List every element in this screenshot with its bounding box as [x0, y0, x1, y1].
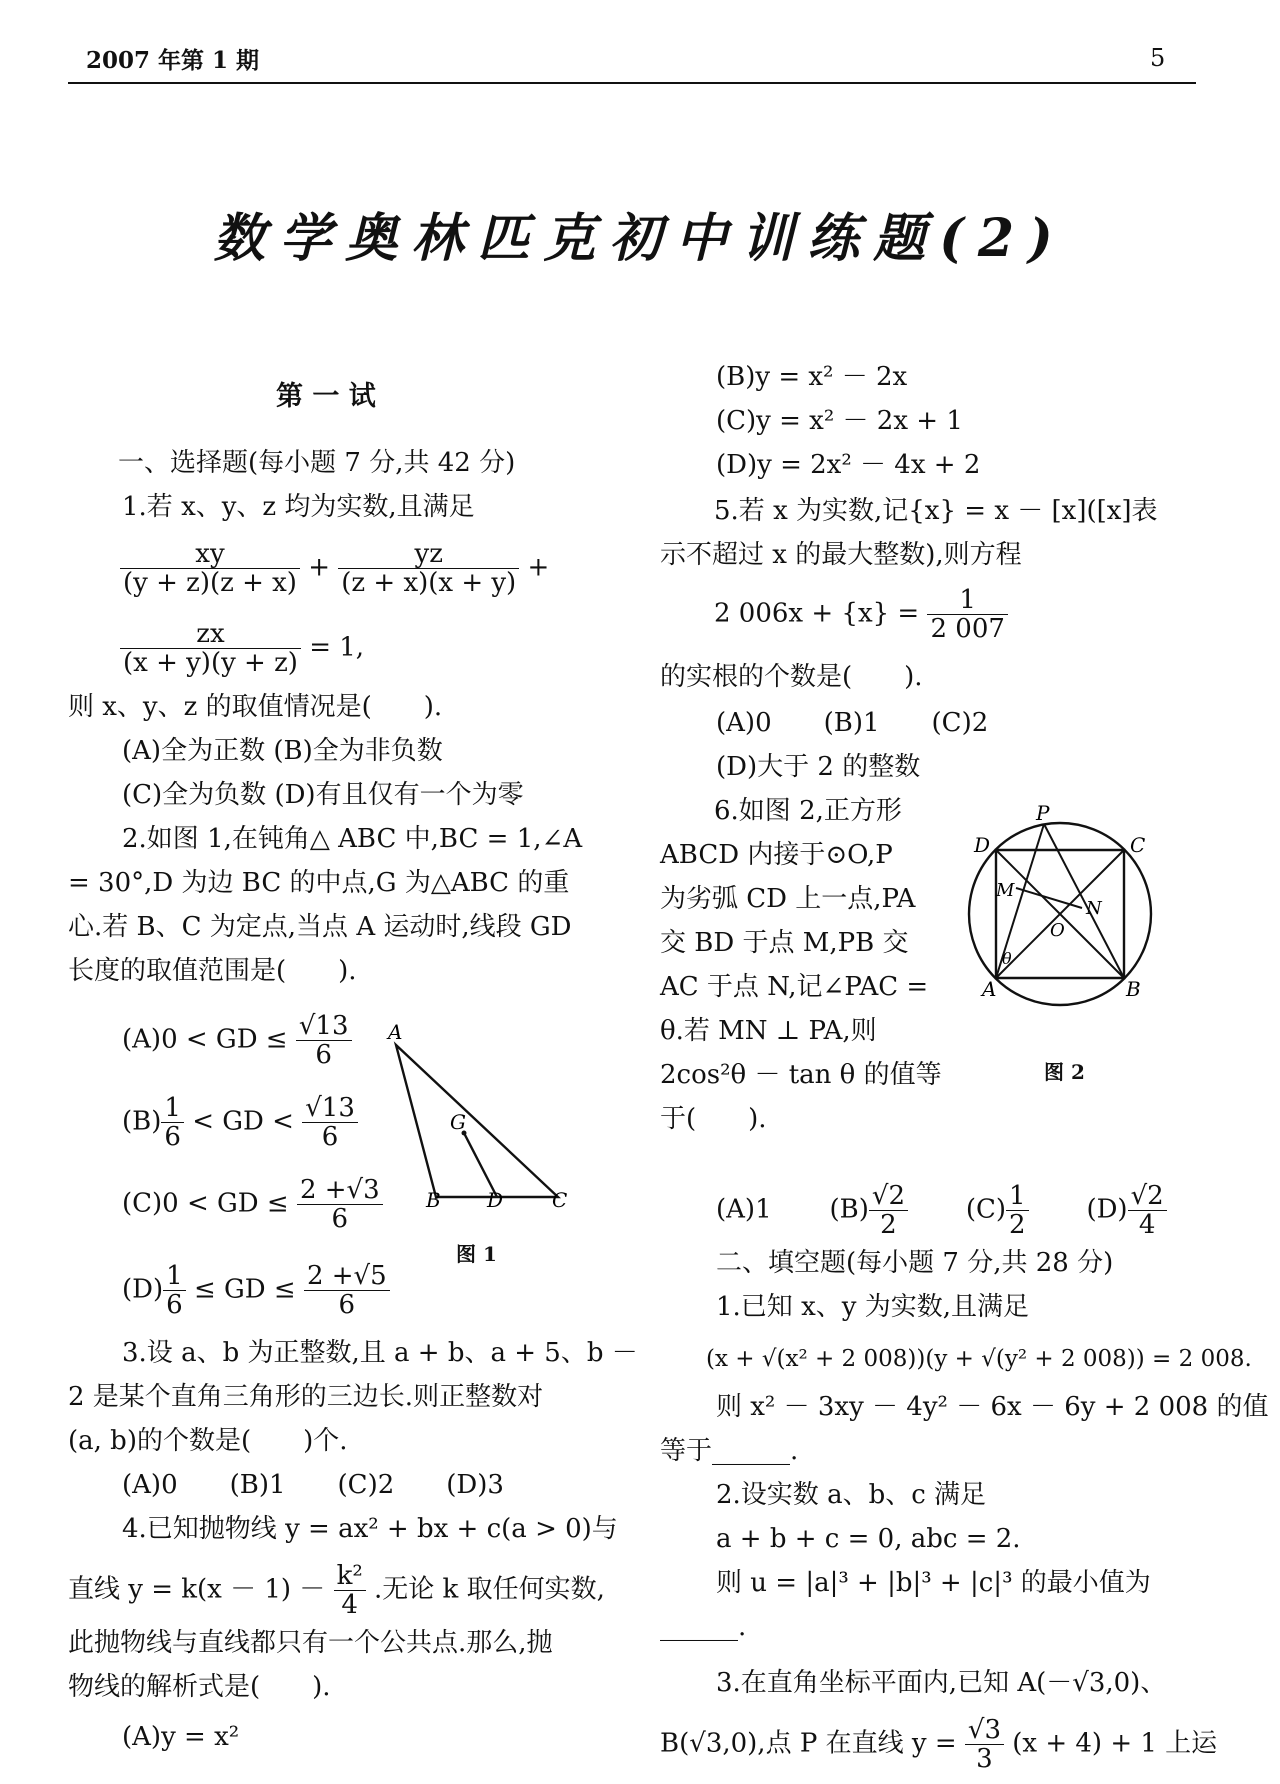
fill1-line3: 等于______. [660, 1436, 799, 1466]
q6-line1: 6.如图 2,正方形 [714, 796, 902, 826]
q1-options-cd: (C)全为负数 (D)有且仅有一个为零 [122, 780, 524, 810]
label-o: O [1050, 920, 1065, 941]
fill1-line2: 则 x² － 3xy － 4y² － 6x － 6y + 2 008 的值 [716, 1392, 1269, 1422]
label-d: D [974, 833, 991, 857]
part2-heading: 二、填空题(每小题 7 分,共 28 分) [716, 1248, 1114, 1278]
q6-line5: AC 于点 N,记∠PAC = [660, 972, 929, 1002]
q4-line1: 4.已知抛物线 y = ax² + bx + c(a > 0)与 [122, 1514, 618, 1544]
q5-line1: 5.若 x 为实数,记{x} = x － [x]([x]表 [714, 496, 1158, 526]
label-d: D [487, 1188, 504, 1212]
fill3-line2: B(√3,0),点 P 在直线 y = $\frac{√3}{3}$ (x + 4) + 1 上运 [660, 1715, 1218, 1774]
q6-options: (A)1 (B) $\frac{√2}{2}$ (C) $\frac{1}{2}$ (D) $\frac{√2}{4}$ [716, 1182, 1167, 1239]
q1-question: 则 x、y、z 的取值情况是( ). [68, 692, 443, 722]
label-p: P [1036, 801, 1050, 825]
q4-option-a: (A)y = x² [122, 1722, 240, 1752]
q6-line6: θ.若 MN ⊥ PA,则 [660, 1016, 877, 1046]
fill1-equation: (x + √(x² + 2 008))(y + √(y² + 2 008)) = 2 008. [706, 1346, 1252, 1372]
label-b: B [426, 1188, 441, 1212]
label-c: C [1130, 833, 1146, 857]
q1-equation-line2: $\frac{zx}{(x + y)(y + z)}$ = 1, [120, 620, 364, 677]
fill2-line4: ______. [660, 1612, 747, 1642]
q5-equation: 2 006x + {x} = $\frac{1}{2 007}$ [714, 586, 1008, 643]
q4-line2: 直线 y = k(x － 1) － $\frac{\text{k²}}{4}$ .无论 k 取任何实数, [68, 1561, 605, 1620]
section-title: 第 一 试 [276, 381, 376, 412]
figure-1-caption: 图 1 [456, 1242, 497, 1266]
fill2-line2: a + b + c = 0, abc = 2. [716, 1524, 1021, 1554]
q1-equation-line1: $\frac{xy}{(y + z)(z + x)}$ + $\frac{yz}{(z + x)(x + y)}$ + [120, 540, 549, 597]
q5-question: 的实根的个数是( ). [660, 662, 923, 692]
issue-label: 2007 年第 1 期 [86, 47, 260, 74]
label-a: A [982, 977, 997, 1001]
q4-line4: 物线的解析式是( ). [68, 1672, 331, 1702]
q5-line2: 示不超过 x 的最大整数),则方程 [660, 540, 1022, 570]
q4-option-b: (B)y = x² － 2x [716, 362, 908, 392]
q4-option-c: (C)y = x² － 2x + 1 [716, 406, 963, 436]
label-g: G [450, 1110, 466, 1134]
fill2-line1: 2.设实数 a、b、c 满足 [716, 1480, 987, 1510]
q3-line3: (a, b)的个数是( )个. [68, 1426, 348, 1456]
figure-2-circle-square [952, 800, 1182, 1030]
q6-line2: ABCD 内接于⊙O,P [660, 840, 893, 870]
label-theta: θ [1002, 949, 1012, 968]
q3-options: (A)0 (B)1 (C)2 (D)3 [122, 1470, 504, 1500]
q4-line3: 此抛物线与直线都只有一个公共点.那么,抛 [68, 1628, 553, 1658]
q2-line1: 2.如图 1,在钝角△ ABC 中,BC = 1,∠A [122, 824, 583, 854]
q6-line8: 于( ). [660, 1104, 767, 1134]
q6-line3: 为劣弧 CD 上一点,PA [660, 884, 916, 914]
label-b: B [1126, 977, 1141, 1001]
q2-option-b: (B) $\frac{1}{6}$ < GD < $\frac{√13}{6}$ [122, 1094, 358, 1151]
q5-option-d: (D)大于 2 的整数 [716, 752, 921, 782]
fill1-line1: 1.已知 x、y 为实数,且满足 [716, 1292, 1029, 1322]
q3-line2: 2 是某个直角三角形的三边长.则正整数对 [68, 1382, 544, 1412]
triangle-abc [396, 1045, 558, 1197]
segment-mn [1016, 888, 1082, 908]
label-c: C [552, 1188, 568, 1212]
label-n: N [1086, 898, 1102, 919]
page-number: 5 [1150, 44, 1166, 72]
q2-line4: 长度的取值范围是( ). [68, 956, 357, 986]
part1-heading: 一、选择题(每小题 7 分,共 42 分) [118, 448, 516, 478]
q2-option-a: (A)0 < GD ≤ $\frac{√13}{6}$ [122, 1012, 352, 1069]
q2-option-c: (C)0 < GD ≤ $\frac{2 +√3}{6}$ [122, 1176, 383, 1233]
label-a: A [388, 1020, 403, 1044]
q5-options: (A)0 (B)1 (C)2 [716, 708, 989, 738]
q6-line7: 2cos²θ － tan θ 的值等 [660, 1060, 942, 1090]
q3-line1: 3.设 a、b 为正整数,且 a + b、a + 5、b － [122, 1338, 638, 1368]
q6-line4: 交 BD 于点 M,PB 交 [660, 928, 909, 958]
figure-2-caption: 图 2 [1044, 1060, 1085, 1084]
fill2-line3: 则 u = |a|³ + |b|³ + |c|³ 的最小值为 [716, 1568, 1151, 1598]
q1-stem: 1.若 x、y、z 均为实数,且满足 [122, 492, 475, 522]
q1-options-ab: (A)全为正数 (B)全为非负数 [122, 736, 443, 766]
q2-line2: = 30°,D 为边 BC 的中点,G 为△ABC 的重 [68, 868, 570, 898]
label-m: M [996, 880, 1015, 901]
header-rule [68, 82, 1196, 84]
fill3-line1: 3.在直角坐标平面内,已知 A(－√3,0)、 [716, 1668, 1167, 1698]
q2-option-d: (D) $\frac{1}{6}$ ≤ GD ≤ $\frac{2 +√5}{6}$ [122, 1262, 390, 1319]
q2-line3: 心.若 B、C 为定点,当点 A 运动时,线段 GD [68, 912, 572, 942]
page-title: 数学奥林匹克初中训练题(2) [213, 208, 1067, 269]
q4-option-d: (D)y = 2x² － 4x + 2 [716, 450, 981, 480]
figure-1-triangle [380, 1015, 580, 1215]
